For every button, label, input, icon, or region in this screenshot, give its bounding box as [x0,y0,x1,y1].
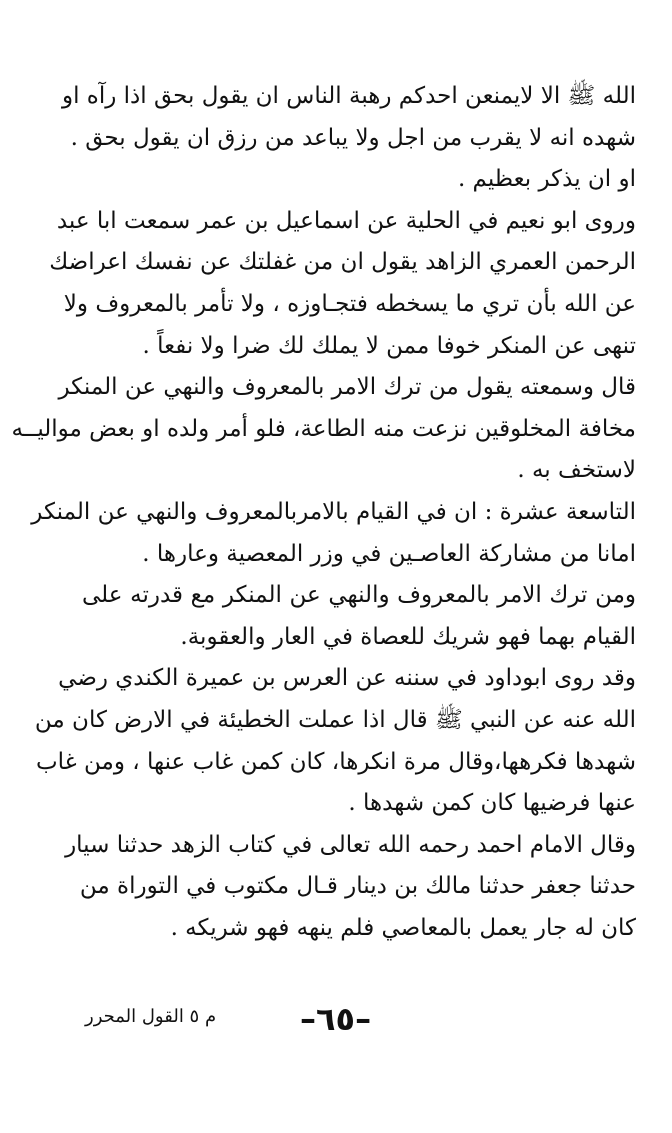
text-line-11: التاسعة عشرة : ان في القيام بالامربالمعروف والنهي عن المنكر [31,498,636,525]
text-line-5: الرحمن العمري الزاهد يقول ان من غفلتك عن نفسك اعراضك [49,249,636,276]
text-line-9: مخافة المخلوقين نزعت منه الطاعة، فلو أمر ولده او بعض مواليــه [11,415,636,442]
text-line-14: القيام بهما فهو شريك للعصاة في العار والعقوبة. [180,623,636,650]
page-footer [0,1000,672,1040]
text-line-10: لاستخف به . [517,457,636,484]
text-line-7: تنهى عن المنكر خوفا ممن لا يملك لك ضرا ولا نفعاً . [142,332,636,359]
text-line-18: عنها فرضيها كان كمن شهدها . [348,790,636,817]
text-line-12: امانا من مشاركة العاصـين في وزر المعصية وعارها . [142,540,636,567]
text-line-2: شهده انه لا يقرب من اجل ولا يباعد من رزق ان يقول بحق . [70,124,636,151]
text-line-4: وروى ابو نعيم في الحلية عن اسماعيل بن عمر سمعت ابا عبد [56,207,636,234]
text-line-15: وقد روى ابوداود في سننه عن العرس بن عميرة الكندي رضي [58,665,636,692]
text-line-20: حدثنا جعفر حدثنا مالك بن دينار قـال مكتوب في التوراة من [79,873,636,900]
text-line-13: ومن ترك الامر بالمعروف والنهي عن المنكر مع قدرته على [82,582,636,609]
text-line-17: شهدها فكرهها،وقال مرة انكرها، كان كمن غاب عنها ، ومن غاب [36,748,636,775]
text-line-19: وقال الامام احمد رحمه الله تعالى في كتاب الزهد حدثنا سيار [65,831,636,858]
text-line-16: الله عنه عن النبي ﷺ قال اذا عملت الخطيئة في الارض كان من [34,706,636,733]
text-line-8: قال وسمعته يقول من ترك الامر بالمعروف والنهي عن المنكر [58,374,636,401]
text-line-6: عن الله بأن تري ما يسخطه فتجـاوزه ، ولا تأمر بالمعروف ولا [63,290,636,317]
text-line-1: الله ﷺ الا لايمنعن احدكم رهبة الناس ان يقول بحق اذا رآه او [61,83,636,109]
page-body-text [11,76,636,949]
print-signature: م ٥ القول المحرر [85,1006,217,1027]
page-number: –٦٥– [300,1000,372,1038]
text-line-3: او ان يذكر بعظيم . [457,166,636,193]
text-line-21: كان له جار يعمل بالمعاصي فلم ينهه فهو شريكه . [170,914,636,941]
